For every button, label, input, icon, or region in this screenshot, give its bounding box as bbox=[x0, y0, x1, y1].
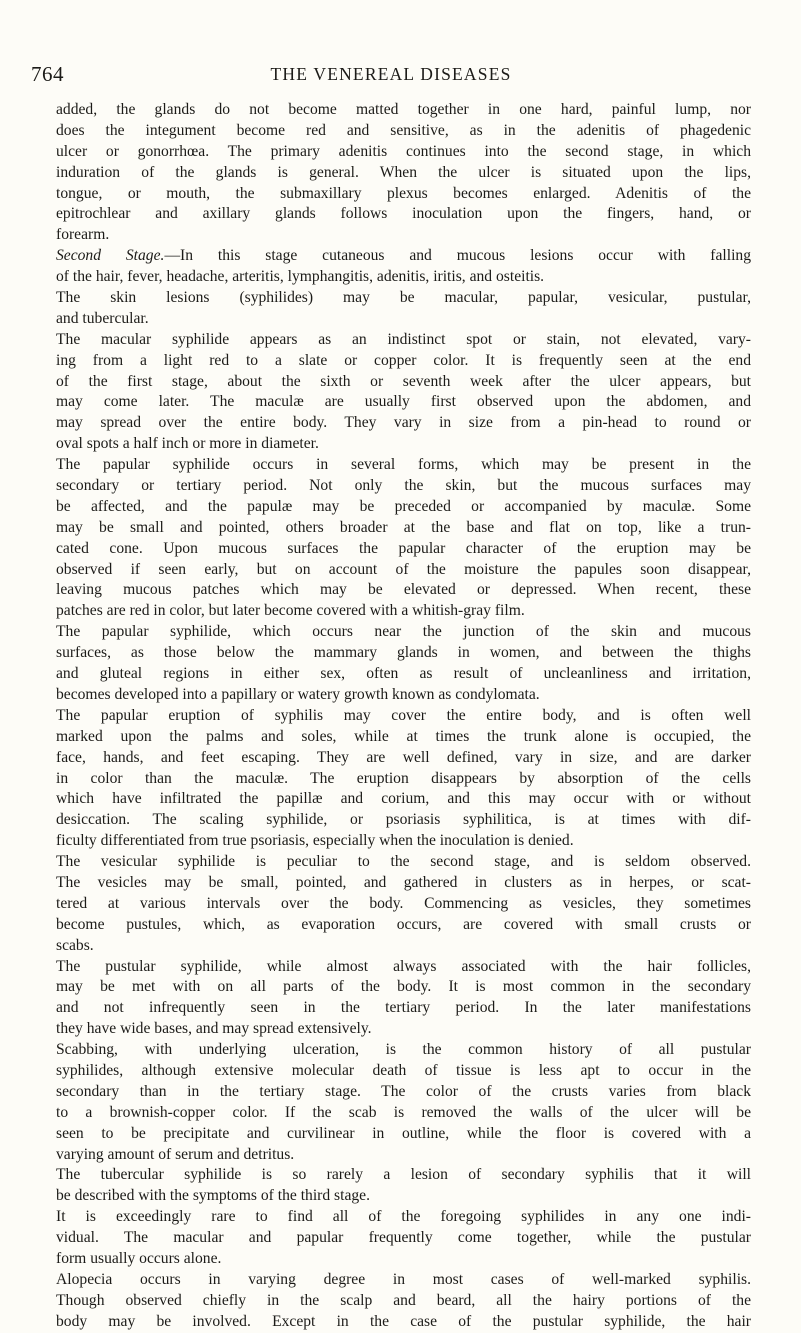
text-line: cated cone. Upon mucous surfaces the papular character of the eruption may be bbox=[56, 539, 751, 557]
running-head: THE VENEREAL DISEASES bbox=[270, 64, 512, 84]
page-number: 764 bbox=[31, 62, 64, 86]
text-line: marked upon the palms and soles, while at times the trunk alone is occupied, the bbox=[56, 727, 751, 745]
text-line: ficulty differentiated from true psoriasis, especially when the inoculation is denied. bbox=[56, 832, 574, 850]
text-line: ulcer or gonorrhœa. The primary adenitis continues into the second stage, in which bbox=[56, 142, 751, 160]
page-header bbox=[31, 62, 751, 88]
text-line: face, hands, and feet escaping. They are well defined, vary in size, and are darker bbox=[56, 748, 751, 766]
text-line: body may be involved. Except in the case of the pustular syphilide, the hair bbox=[56, 1312, 751, 1330]
text-line: and not infrequently seen in the tertiary period. In the later manifestations bbox=[56, 999, 751, 1017]
text-line: The papular syphilide occurs in several forms, which may be present in the bbox=[56, 456, 751, 474]
text-line: to a brownish-copper color. If the scab is removed the walls of the ulcer will be bbox=[56, 1103, 751, 1121]
text-line: may be small and pointed, others broader at the base and flat on top, like a trun- bbox=[56, 518, 751, 536]
text-line: does the integument become red and sensitive, as in the adenitis of phagedenic bbox=[56, 121, 751, 139]
text-line: The vesicular syphilide is peculiar to the second stage, and is seldom observed. bbox=[56, 853, 751, 871]
text-line: varying amount of serum and detritus. bbox=[56, 1145, 295, 1163]
text-line: form usually occurs alone. bbox=[56, 1249, 222, 1267]
text-line: The vesicles may be small, pointed, and gathered in clusters as in herpes, or scat- bbox=[56, 873, 751, 891]
text-line: It is exceedingly rare to find all of the foregoing syphilides in any one indi- bbox=[56, 1208, 751, 1226]
text-line: syphilides, although extensive molecular death of tissue is less apt to occur in the bbox=[56, 1061, 751, 1079]
text-line: added, the glands do not become matted together in one hard, painful lump, nor bbox=[56, 101, 751, 118]
text-line: oval spots a half inch or more in diameter. bbox=[56, 435, 319, 453]
text-line: The macular syphilide appears as an indistinct spot or stain, not elevated, vary- bbox=[56, 330, 751, 348]
text-line: scabs. bbox=[56, 936, 94, 954]
text-line: be described with the symptoms of the third stage. bbox=[56, 1187, 370, 1205]
text-line: forearm. bbox=[56, 226, 110, 244]
text-line: The papular eruption of syphilis may cover the entire body, and is often well bbox=[56, 706, 751, 724]
text-line: become pustules, which, as evaporation occurs, are covered with small crusts or bbox=[56, 915, 751, 933]
text-line: tered at various intervals over the body. Commencing as vesicles, they sometimes bbox=[56, 894, 751, 912]
text-line: secondary or tertiary period. Not only the skin, but the mucous surfaces may bbox=[56, 477, 751, 495]
text-line: leaving mucous patches which may be elevated or depressed. When recent, these bbox=[56, 581, 751, 599]
text-line: Scabbing, with underlying ulceration, is the common history of all pustular bbox=[56, 1041, 751, 1059]
text-line: The skin lesions (syphilides) may be macular, papular, vesicular, pustular, bbox=[56, 289, 751, 307]
text-line: may spread over the entire body. They vary in size from a pin-head to round or bbox=[56, 414, 751, 432]
text-line: may come later. The maculæ are usually first observed upon the abdomen, and bbox=[56, 393, 751, 411]
text-line: Second Stage.—In this stage cutaneous and mucous lesions occur with falling bbox=[56, 247, 751, 265]
text-line: Alopecia occurs in varying degree in most cases of well-marked syphilis. bbox=[56, 1270, 751, 1288]
text-line: observed if seen early, but on account of the moisture the papules soon disappear, bbox=[56, 560, 751, 578]
text-line: epitrochlear and axillary glands follows inoculation upon the fingers, hand, or bbox=[56, 205, 751, 223]
text-line: becomes developed into a papillary or watery growth known as condylomata. bbox=[56, 685, 540, 703]
text-line: seen to be precipitate and curvilinear in outline, while the floor is covered with a bbox=[56, 1124, 751, 1142]
text-line: and gluteal regions in either sex, often as result of uncleanliness and irritation, bbox=[56, 665, 751, 683]
text-line: of the first stage, about the sixth or seventh week after the ulcer appears, but bbox=[56, 372, 751, 390]
text-line: induration of the glands is general. When the ulcer is situated upon the lips, bbox=[56, 163, 751, 181]
text-line: be affected, and the papulæ may be preceded or accompanied by maculæ. Some bbox=[56, 497, 751, 515]
text-line: and tubercular. bbox=[56, 309, 149, 327]
text-line: vidual. The macular and papular frequently come together, while the pustular bbox=[56, 1229, 751, 1247]
text-line: The tubercular syphilide is so rarely a lesion of secondary syphilis that it will bbox=[56, 1166, 751, 1184]
text-line: ing from a light red to a slate or copper color. It is frequently seen at the end bbox=[56, 351, 751, 369]
text-line: in color than the maculæ. The eruption disappears by absorption of the cells bbox=[56, 769, 751, 787]
text-line: The papular syphilide, which occurs near the junction of the skin and mucous bbox=[56, 623, 751, 641]
text-line: which have infiltrated the papillæ and corium, and this may occur with or without bbox=[56, 790, 751, 808]
text-line: of the hair, fever, headache, arteritis, lymphangitis, adenitis, iritis, and osteitis. bbox=[56, 268, 545, 286]
text-line: secondary than in the tertiary stage. The color of the crusts varies from black bbox=[56, 1082, 751, 1100]
text-line: patches are red in color, but later become covered with a whitish-gray film. bbox=[56, 602, 525, 620]
text-line: may be met with on all parts of the body. It is most common in the secondary bbox=[56, 978, 751, 996]
text-line: Though observed chiefly in the scalp and beard, all the hairy portions of the bbox=[56, 1291, 751, 1309]
text-line: The pustular syphilide, while almost always associated with the hair follicles, bbox=[56, 957, 751, 975]
text-line: tongue, or mouth, the submaxillary plexus becomes enlarged. Adenitis of the bbox=[56, 184, 751, 202]
body-text bbox=[56, 100, 751, 1333]
text-line: they have wide bases, and may spread extensively. bbox=[56, 1020, 372, 1038]
text-line: surfaces, as those below the mammary glands in women, and between the thighs bbox=[56, 644, 751, 662]
text-line: desiccation. The scaling syphilide, or psoriasis syphilitica, is at times with dif- bbox=[56, 811, 751, 829]
